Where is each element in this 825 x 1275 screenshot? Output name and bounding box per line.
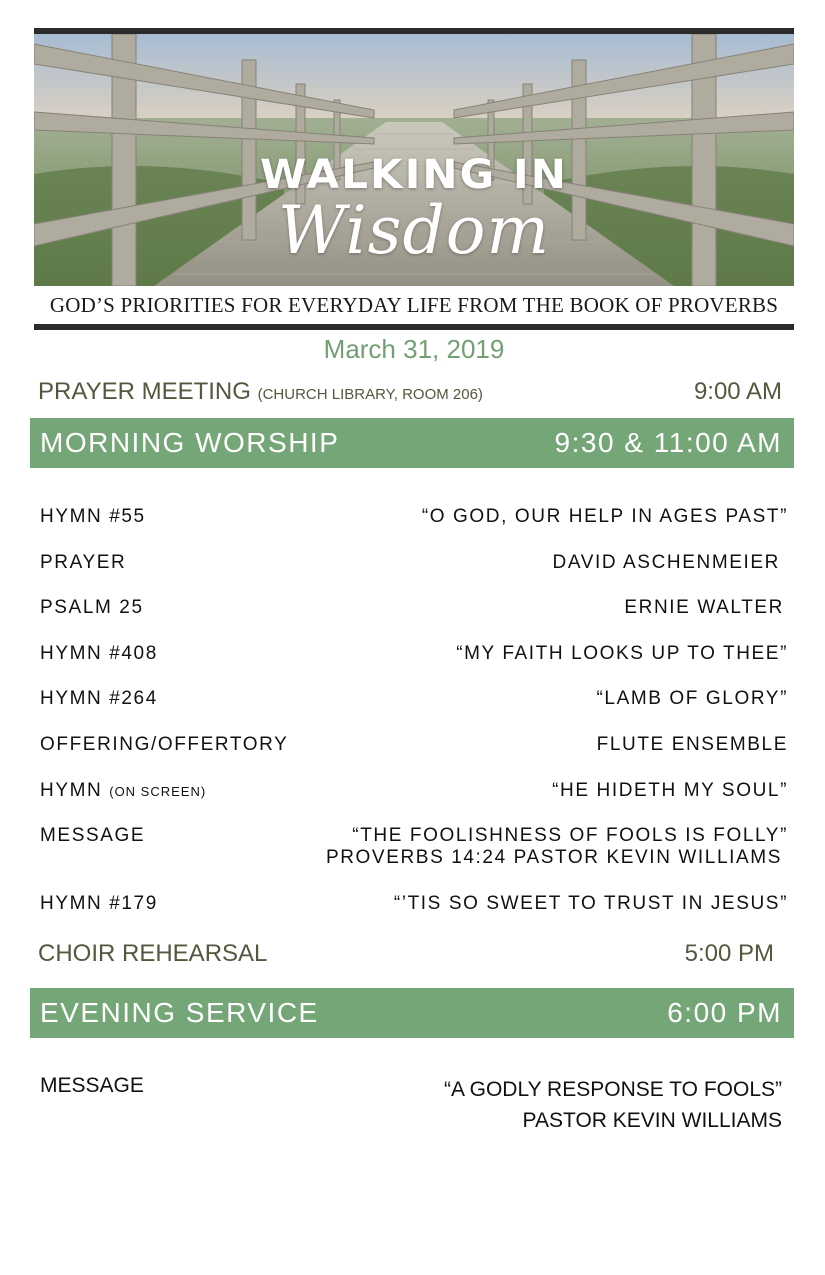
order-item-offering bbox=[40, 734, 788, 756]
order-item-hymn-179 bbox=[40, 893, 788, 915]
order-item-label: MESSAGE bbox=[40, 825, 146, 846]
order-item-detail: DAVID ASCHENMEIER bbox=[552, 552, 780, 573]
order-item-note: (ON SCREEN) bbox=[109, 784, 207, 799]
morning-worship-time: 9:30 & 11:00 AM bbox=[554, 427, 782, 458]
morning-worship-bar bbox=[30, 418, 794, 468]
order-item-detail bbox=[326, 825, 788, 869]
evening-service-label: EVENING SERVICE bbox=[40, 997, 319, 1028]
order-item-detail: “’TIS SO SWEET TO TRUST IN JESUS” bbox=[393, 893, 788, 914]
evening-message-row bbox=[40, 1074, 782, 1136]
service-date: March 31, 2019 bbox=[323, 334, 505, 364]
order-item-label: HYMN #55 bbox=[40, 506, 146, 527]
choir-rehearsal-time: 5:00 PM bbox=[684, 940, 774, 967]
order-item-label: HYMN #179 bbox=[40, 893, 158, 914]
order-item-hymn-264 bbox=[40, 688, 788, 710]
order-item-hymn-on-screen bbox=[40, 780, 788, 802]
order-item-prayer bbox=[40, 552, 788, 574]
order-item-label: HYMN #408 bbox=[40, 643, 158, 664]
subtitle-rule bbox=[34, 324, 794, 330]
series-subtitle: GOD’S PRIORITIES FOR EVERYDAY LIFE FROM THE BOOK OF PROVERBS bbox=[49, 293, 779, 317]
order-item-label bbox=[40, 780, 206, 802]
prayer-meeting-location: (CHURCH LIBRARY, ROOM 206) bbox=[257, 386, 483, 403]
order-item-detail: “HE HIDETH MY SOUL” bbox=[552, 780, 788, 801]
banner-title-line2: Wisdom bbox=[277, 192, 551, 269]
order-item-psalm-25 bbox=[40, 597, 788, 619]
evening-service-bar bbox=[30, 988, 794, 1038]
order-item-label: OFFERING/OFFERTORY bbox=[40, 734, 289, 755]
evening-message-detail bbox=[444, 1074, 782, 1136]
choir-rehearsal-row bbox=[38, 940, 774, 968]
prayer-meeting-title: PRAYER MEETING bbox=[38, 378, 251, 405]
order-item-detail: “O GOD, OUR HELP IN AGES PAST” bbox=[421, 506, 788, 527]
banner-title-line1: WALKING IN bbox=[260, 152, 568, 198]
message-title: “THE FOOLISHNESS OF FOOLS IS FOLLY” bbox=[352, 825, 788, 846]
order-item-hymn-55 bbox=[40, 506, 788, 528]
order-item-detail: “LAMB OF GLORY” bbox=[596, 688, 788, 709]
evening-service-time: 6:00 PM bbox=[667, 997, 782, 1028]
prayer-meeting-time: 9:00 AM bbox=[693, 378, 782, 405]
order-item-message bbox=[40, 825, 788, 869]
order-item-label: PSALM 25 bbox=[40, 597, 144, 618]
prayer-meeting-label bbox=[38, 378, 483, 406]
order-item-hymn-408 bbox=[40, 643, 788, 665]
choir-rehearsal-label: CHOIR REHEARSAL bbox=[38, 940, 268, 967]
banner-title bbox=[34, 152, 794, 269]
prayer-meeting-row bbox=[38, 378, 782, 406]
order-item-detail: “MY FAITH LOOKS UP TO THEE” bbox=[456, 643, 788, 664]
evening-message-speaker: PASTOR KEVIN WILLIAMS bbox=[522, 1109, 782, 1132]
message-reference: PROVERBS 14:24 PASTOR KEVIN WILLIAMS bbox=[325, 847, 782, 868]
order-item-label-text: HYMN bbox=[40, 780, 103, 801]
order-item-detail: FLUTE ENSEMBLE bbox=[596, 734, 788, 755]
order-item-label: PRAYER bbox=[40, 552, 127, 573]
morning-worship-label: MORNING WORSHIP bbox=[40, 427, 340, 458]
evening-message-label: MESSAGE bbox=[40, 1074, 144, 1097]
order-item-detail: ERNIE WALTER bbox=[624, 597, 784, 618]
evening-message-title: “A GODLY RESPONSE TO FOOLS” bbox=[443, 1078, 782, 1101]
order-item-label: HYMN #264 bbox=[40, 688, 158, 709]
banner-image bbox=[34, 34, 794, 286]
